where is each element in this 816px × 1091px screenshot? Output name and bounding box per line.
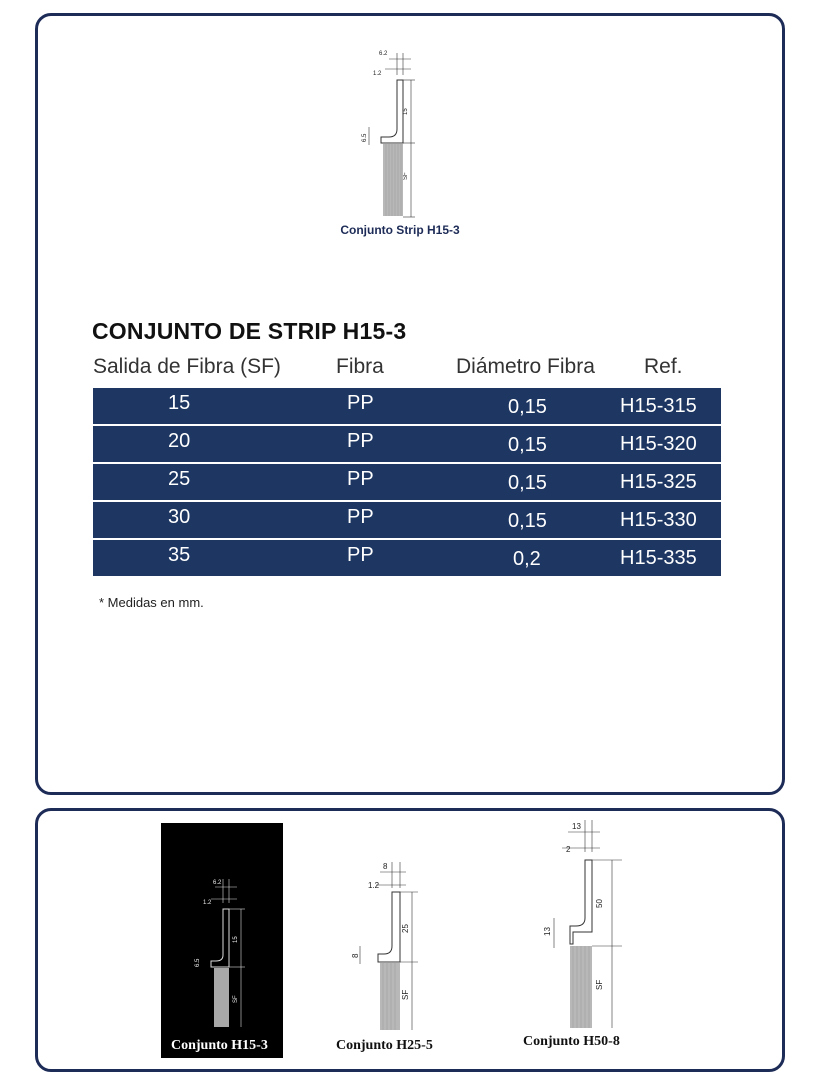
cell-ref: H15-315 (620, 395, 697, 417)
cell-ref: H15-330 (620, 509, 697, 531)
dim-height: 15 (233, 936, 239, 943)
strip-profile-diagram-h25-5 (340, 858, 440, 1033)
cell-diametro: 0,15 (508, 434, 547, 456)
dim-fiber: SF (401, 989, 410, 1000)
dim-hook: 8 (351, 953, 360, 958)
dim-fiber: SF (403, 172, 409, 180)
header-fibra: Fibra (336, 355, 384, 378)
dim-thickness: 1.2 (203, 900, 212, 906)
cell-diametro: 0,15 (508, 510, 547, 532)
header-diametro: Diámetro Fibra (456, 355, 595, 378)
cell-ref: H15-325 (620, 471, 697, 493)
dim-thickness: 2 (566, 845, 571, 854)
cell-ref: H15-320 (620, 433, 697, 455)
cell-ref: H15-335 (620, 547, 697, 569)
strip-profile-diagram-h50-8 (530, 818, 640, 1030)
header-salida: Salida de Fibra (SF) (93, 355, 281, 378)
dim-height: 15 (403, 108, 409, 115)
dim-fiber: SF (595, 979, 604, 990)
dim-top-width: 8 (383, 862, 388, 871)
cell-fibra: PP (347, 392, 374, 414)
table-title: CONJUNTO DE STRIP H15-3 (92, 318, 407, 344)
brush-fibers (214, 968, 229, 1027)
cell-diametro: 0,2 (513, 548, 541, 570)
dim-hook: 13 (543, 927, 552, 936)
dim-fiber: SF (233, 995, 239, 1003)
cell-fibra: PP (347, 506, 374, 528)
figure-caption: Conjunto Strip H15-3 (340, 223, 460, 237)
dim-thickness: 1.2 (373, 71, 382, 77)
strip-profile-diagram-h15-3 (185, 875, 265, 1035)
dim-thickness: 1.2 (368, 881, 380, 890)
figure-caption-h15-3: Conjunto H15-3 (171, 1038, 268, 1053)
header-ref: Ref. (644, 355, 683, 378)
cell-diametro: 0,15 (508, 472, 547, 494)
cell-sf: 25 (168, 468, 191, 490)
dim-height: 25 (401, 924, 410, 933)
figure-caption-h25-5: Conjunto H25-5 (336, 1038, 433, 1053)
measurements-note: * Medidas en mm. (99, 595, 204, 610)
dim-top-width: 6.2 (379, 51, 388, 57)
figure-caption-h50-8: Conjunto H50-8 (523, 1034, 620, 1049)
dim-top-width: 6.2 (213, 880, 222, 886)
cell-diametro: 0,15 (508, 396, 547, 418)
dim-hook: 6.5 (195, 958, 201, 967)
cell-sf: 35 (168, 544, 191, 566)
cell-sf: 15 (168, 392, 191, 414)
cell-fibra: PP (347, 544, 374, 566)
strip-profile-diagram-top (355, 45, 435, 220)
dim-top-width: 13 (572, 822, 581, 831)
table-row (93, 426, 721, 462)
cell-sf: 30 (168, 506, 191, 528)
dim-height: 50 (595, 899, 604, 908)
table-row (93, 540, 721, 576)
table-row (93, 464, 721, 500)
cell-fibra: PP (347, 430, 374, 452)
table-row (93, 388, 721, 424)
cell-fibra: PP (347, 468, 374, 490)
dim-hook: 6.5 (362, 133, 368, 142)
table-row (93, 502, 721, 538)
cell-sf: 20 (168, 430, 191, 452)
